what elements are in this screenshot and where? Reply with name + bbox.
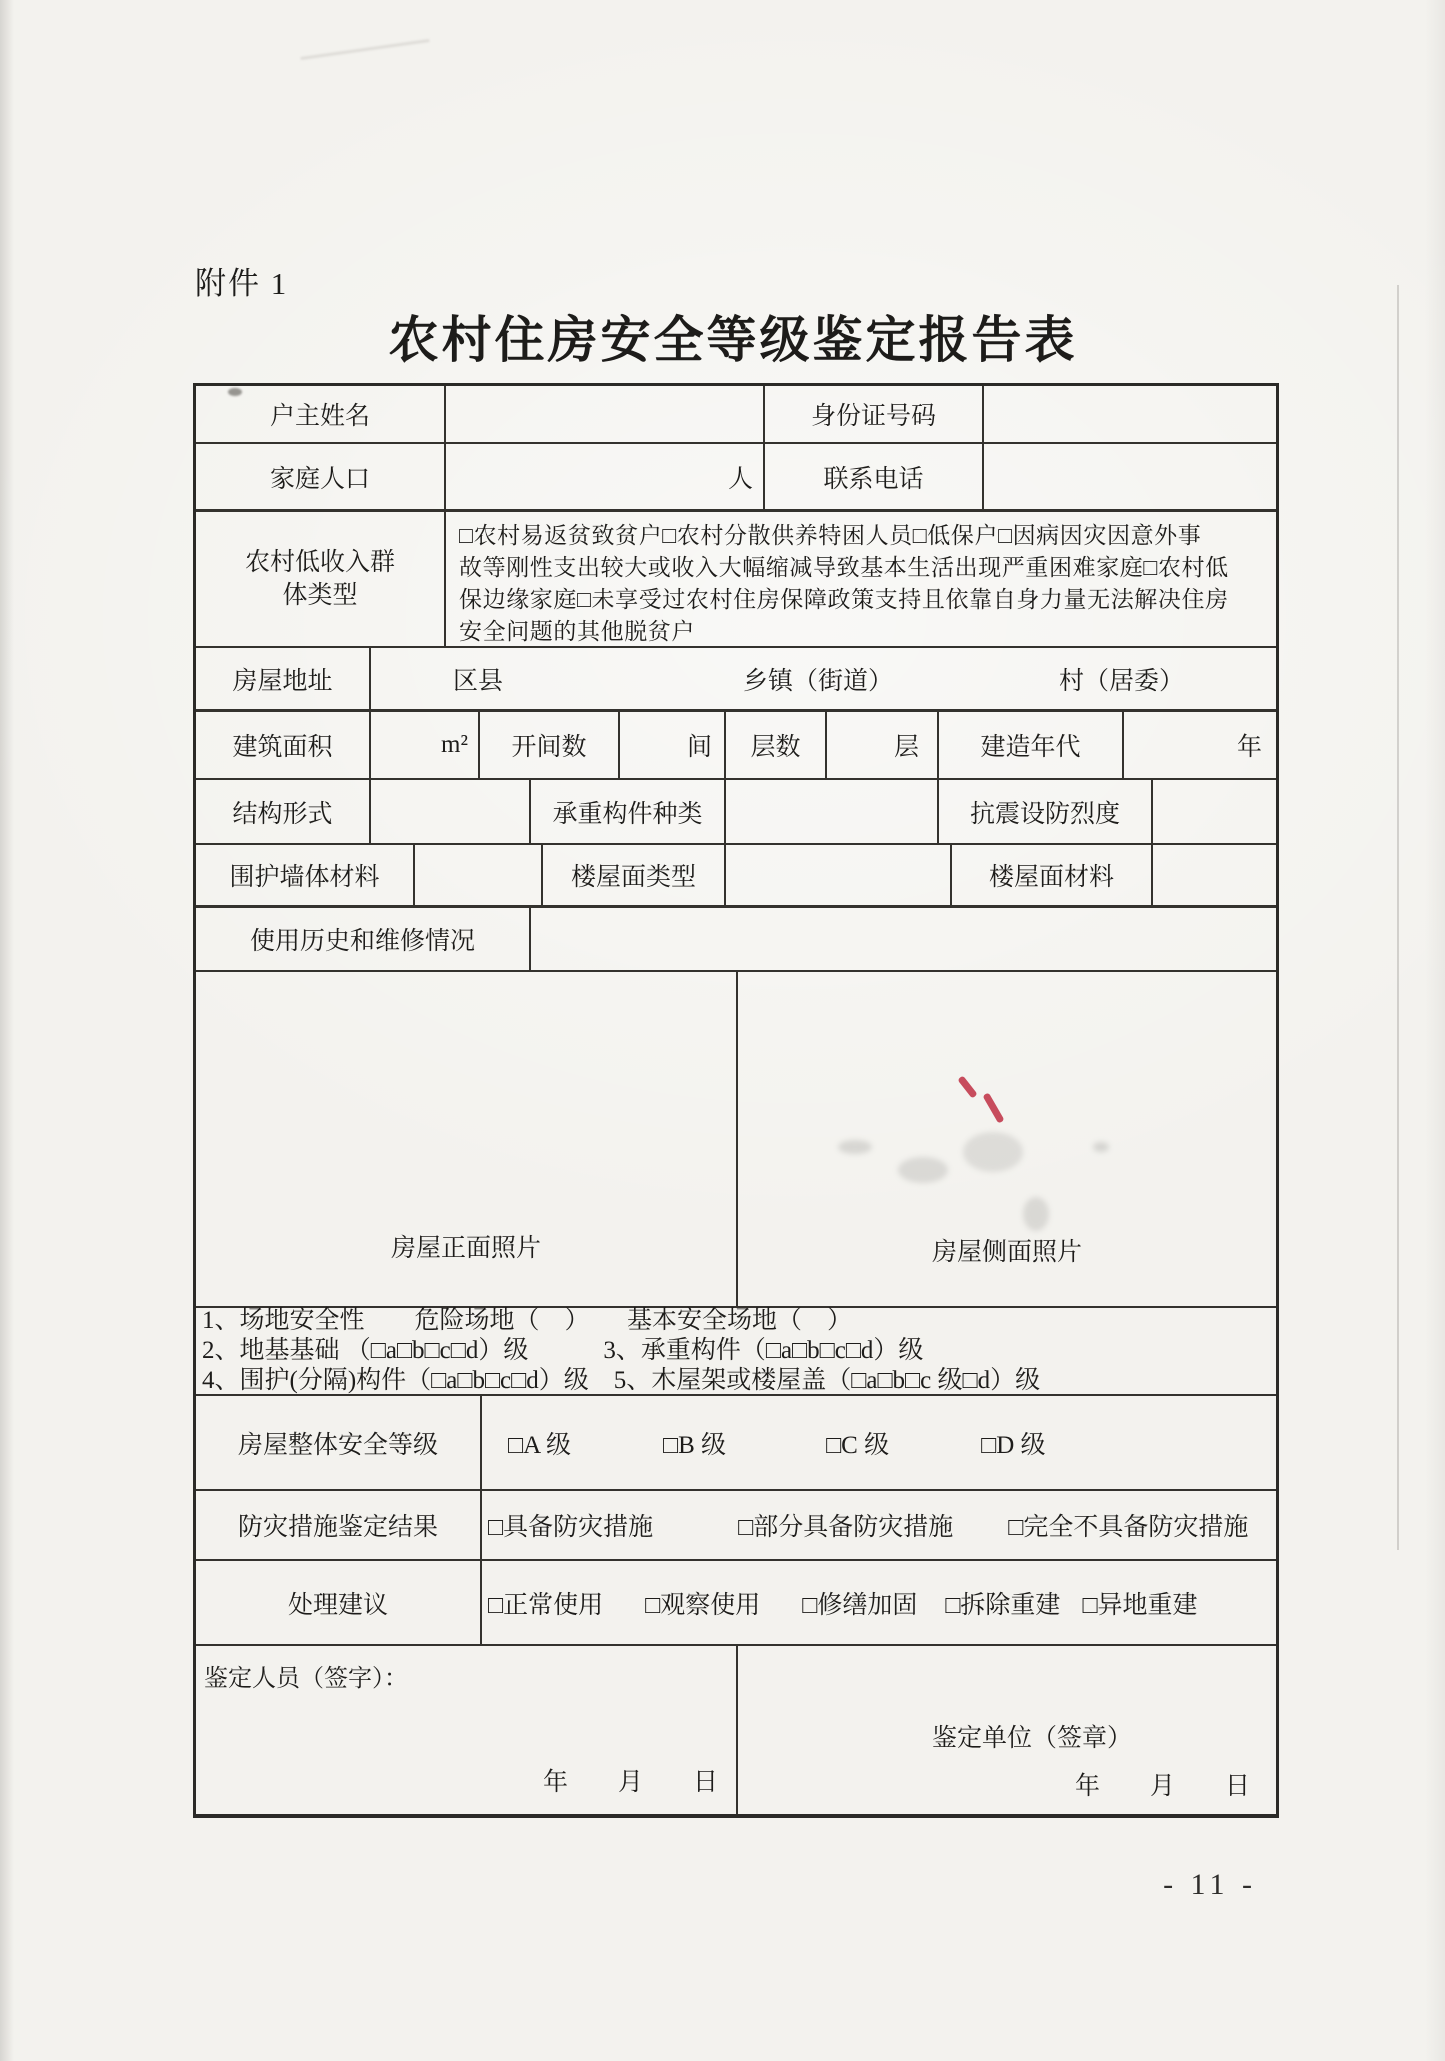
history-label: 使用历史和维修情况 [196, 908, 531, 970]
observe-use-checkbox[interactable]: □观察使用 [645, 1591, 761, 1619]
roof-type-field[interactable] [726, 845, 952, 905]
rating-line-envelope-roof: 4、围护(分隔)构件（□a□b□c□d）级 5、木屋架或楼屋盖（□a□b□c 级□d）级 [202, 1367, 1041, 1394]
appraiser-sign-label: 鉴定人员（签字）： [204, 1666, 408, 1692]
family-count-field[interactable] [446, 444, 765, 509]
id-number-field[interactable] [984, 386, 1276, 442]
address-county-label: 区县 [453, 667, 504, 695]
scan-smudge [1023, 1197, 1049, 1231]
demolish-rebuild-checkbox[interactable]: □拆除重建 [945, 1591, 1061, 1619]
page-number: - 11 - [1163, 1868, 1257, 1901]
scan-smudge [1093, 1142, 1109, 1152]
address-field[interactable] [371, 648, 1276, 709]
row-disaster [196, 1491, 1276, 1561]
low-income-options[interactable] [446, 512, 1276, 646]
disaster-options [482, 1491, 1276, 1559]
row-owner [196, 386, 1276, 444]
owner-name-label: 户主姓名 [196, 386, 446, 442]
side-photo-area[interactable] [738, 972, 1276, 1306]
row-overall-grade [196, 1396, 1276, 1491]
area-unit: m² [441, 731, 468, 758]
unit-date-line[interactable]: 年 月 日 [1074, 1773, 1250, 1800]
structure-form-field[interactable] [371, 780, 531, 843]
roof-type-label: 楼屋面类型 [543, 845, 726, 905]
repair-reinforce-checkbox[interactable]: □修缮加固 [802, 1591, 918, 1619]
floors-label: 层数 [726, 712, 827, 778]
grade-a-checkbox[interactable]: □A 级 [508, 1431, 572, 1459]
year-built-label: 建造年代 [939, 712, 1124, 778]
year-built-field[interactable] [1124, 712, 1276, 778]
ratings-section[interactable] [196, 1308, 1276, 1394]
scan-smudge [838, 1140, 872, 1154]
row-family [196, 444, 1276, 512]
row-suggestion [196, 1561, 1276, 1646]
red-pen-mark [957, 1075, 977, 1098]
bearing-member-label: 承重构件种类 [531, 780, 726, 843]
area-field[interactable] [371, 712, 480, 778]
floors-unit: 层 [893, 734, 919, 761]
disaster-label: 防灾措施鉴定结果 [196, 1491, 482, 1559]
year-unit: 年 [1236, 734, 1262, 761]
scan-smudge [898, 1157, 948, 1183]
front-photo-area[interactable] [196, 972, 738, 1306]
roof-material-field[interactable] [1153, 845, 1276, 905]
id-number-label: 身份证号码 [765, 386, 984, 442]
row-metrics [196, 712, 1276, 780]
appraisal-form-table [193, 383, 1279, 1818]
scan-streak [300, 39, 429, 60]
grade-d-checkbox[interactable]: □D 级 [981, 1431, 1046, 1459]
bays-unit: 间 [686, 734, 712, 761]
history-field[interactable] [531, 908, 1276, 970]
row-envelope [196, 845, 1276, 908]
row-address [196, 648, 1276, 712]
area-label: 建筑面积 [196, 712, 371, 778]
low-income-line-4: 安全问题的其他脱贫户 [459, 619, 695, 644]
relocate-rebuild-checkbox[interactable]: □异地重建 [1082, 1591, 1198, 1619]
bearing-member-field[interactable] [726, 780, 939, 843]
address-town-label: 乡镇（街道） [743, 667, 894, 695]
row-photos [196, 972, 1276, 1308]
low-income-line-1: □农村易返贫致贫户□农村分散供养特困人员□低保户□因病因灾因意外事 [459, 523, 1202, 548]
suggestion-label: 处理建议 [196, 1561, 482, 1644]
family-count-unit: 人 [727, 465, 753, 493]
front-photo-caption: 房屋正面照片 [390, 1235, 541, 1262]
suggestion-options [482, 1561, 1276, 1644]
wall-material-field[interactable] [415, 845, 543, 905]
address-village-label: 村（居委） [1059, 667, 1185, 695]
grade-b-checkbox[interactable]: □B 级 [663, 1431, 727, 1459]
seismic-label: 抗震设防烈度 [939, 780, 1153, 843]
disaster-none-checkbox[interactable]: □完全不具备防灾措施 [1008, 1514, 1249, 1541]
row-ratings [196, 1308, 1276, 1396]
appraiser-date-line[interactable]: 年 月 日 [542, 1769, 718, 1796]
low-income-line-2: 故等刚性支出较大或收入大幅缩减导致基本生活出现严重困难家庭□农村低 [459, 555, 1229, 580]
disaster-partial-checkbox[interactable]: □部分具备防灾措施 [738, 1514, 954, 1541]
wall-material-label: 围护墙体材料 [196, 845, 415, 905]
attachment-label: 附件 1 [195, 266, 289, 301]
side-photo-caption: 房屋侧面照片 [931, 1239, 1082, 1266]
appraiser-sign-area[interactable] [196, 1646, 738, 1814]
floors-field[interactable] [827, 712, 939, 778]
row-history [196, 908, 1276, 972]
red-pen-mark [982, 1092, 1004, 1123]
low-income-line-3: 保边缘家庭□未享受过农村住房保障政策支持且依靠自身力量无法解决住房 [459, 587, 1229, 612]
structure-form-label: 结构形式 [196, 780, 371, 843]
rating-line-foundation-bearing: 2、地基基础 （□a□b□c□d）级 3、承重构件（□a□b□c□d）级 [202, 1337, 924, 1364]
disaster-full-checkbox[interactable]: □具备防灾措施 [488, 1514, 654, 1541]
address-label: 房屋地址 [196, 648, 371, 709]
seismic-field[interactable] [1153, 780, 1276, 843]
row-low-income [196, 512, 1276, 648]
phone-label: 联系电话 [765, 444, 984, 509]
scan-smudge [963, 1132, 1023, 1172]
overall-grade-options [482, 1396, 1276, 1489]
bays-field[interactable] [620, 712, 726, 778]
page-title: 农村住房安全等级鉴定报告表 [388, 312, 1078, 368]
paper-fold-line [1397, 285, 1399, 1550]
normal-use-checkbox[interactable]: □正常使用 [488, 1591, 604, 1619]
roof-material-label: 楼屋面材料 [952, 845, 1153, 905]
low-income-label [196, 512, 446, 646]
grade-c-checkbox[interactable]: □C 级 [826, 1431, 890, 1459]
family-count-label: 家庭人口 [196, 444, 446, 509]
overall-grade-label: 房屋整体安全等级 [196, 1396, 482, 1489]
owner-name-field[interactable] [446, 386, 765, 442]
rating-line-site: 1、场地安全性 危险场地（ ） 基本安全场地（ ） [202, 1307, 853, 1334]
unit-seal-area[interactable] [738, 1646, 1276, 1814]
unit-seal-label: 鉴定单位（签章） [931, 1725, 1132, 1752]
row-signatures [196, 1646, 1276, 1814]
bays-label: 开间数 [480, 712, 620, 778]
phone-field[interactable] [984, 444, 1276, 509]
low-income-label-text: 农村低收入群体类型 [244, 549, 395, 609]
row-structure [196, 780, 1276, 845]
